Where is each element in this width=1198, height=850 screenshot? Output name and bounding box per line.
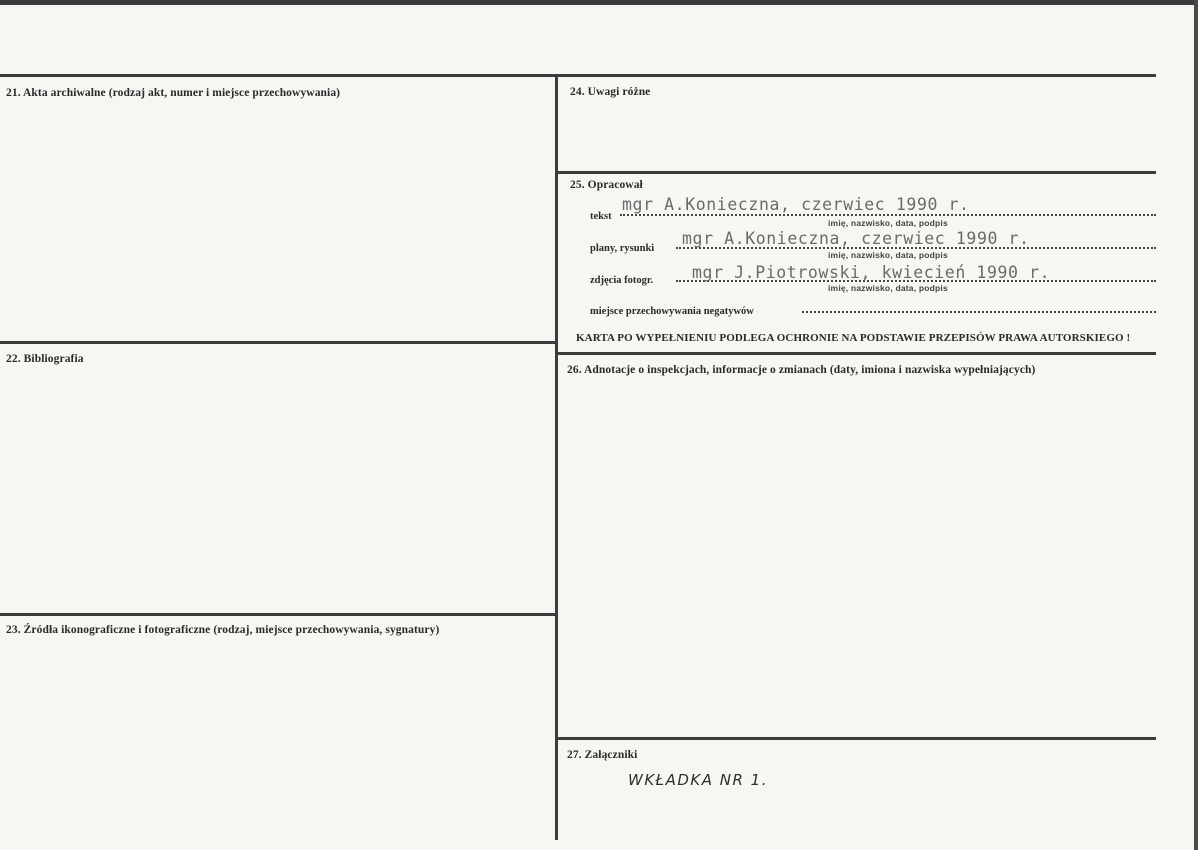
tekst-value: mgr A.Konieczna, czerwiec 1990 r. xyxy=(622,195,970,214)
divider-22-23 xyxy=(0,613,557,616)
section-23-label: 23. Źródła ikonograficzne i fotograficzne (rodzaj, miejsce przechowywania, sygnatury) xyxy=(6,624,440,636)
tekst-dotted-line xyxy=(620,214,1156,216)
column-divider xyxy=(555,74,558,840)
tekst-label: tekst xyxy=(590,211,612,222)
divider-24-25 xyxy=(557,171,1156,174)
tekst-caption: imię, nazwisko, data, podpis xyxy=(828,218,948,228)
negatywy-dotted-line xyxy=(802,311,1156,313)
scan-right-border xyxy=(1194,0,1198,850)
section-25-label: 25. Opracował xyxy=(570,179,643,191)
zdjecia-value: mgr J.Piotrowski, kwiecień 1990 r. xyxy=(692,263,1051,282)
section-21-label: 21. Akta archiwalne (rodzaj akt, numer i miejsce przechowywania) xyxy=(6,87,341,99)
form-top-line xyxy=(0,74,1156,77)
plany-label: plany, rysunki xyxy=(590,243,655,254)
zdjecia-caption: imię, nazwisko, data, podpis xyxy=(828,283,948,293)
divider-21-22 xyxy=(0,341,557,344)
divider-25-26 xyxy=(557,352,1156,355)
plany-caption: imię, nazwisko, data, podpis xyxy=(828,250,948,260)
section-26-label: 26. Adnotacje o inspekcjach, informacje o zmianach (daty, imiona i nazwiska wypełniających) xyxy=(567,364,1036,376)
plany-value: mgr A.Konieczna, czerwiec 1990 r. xyxy=(682,229,1030,248)
zdjecia-label: zdjęcia fotogr. xyxy=(590,275,654,286)
zalaczniki-handwritten-value: WKŁADKA NR 1. xyxy=(628,771,768,789)
scan-top-border xyxy=(0,0,1198,5)
copyright-notice: KARTA PO WYPEŁNIENIU PODLEGA OCHRONIE NA PODSTAWIE PRZEPISÓW PRAWA AUTORSKIEGO ! xyxy=(576,332,1131,344)
section-27-label: 27. Załączniki xyxy=(567,749,638,761)
divider-26-27 xyxy=(557,737,1156,740)
section-24-label: 24. Uwagi różne xyxy=(570,86,651,98)
negatywy-label: miejsce przechowywania negatywów xyxy=(590,306,754,317)
section-22-label: 22. Bibliografia xyxy=(6,353,84,365)
